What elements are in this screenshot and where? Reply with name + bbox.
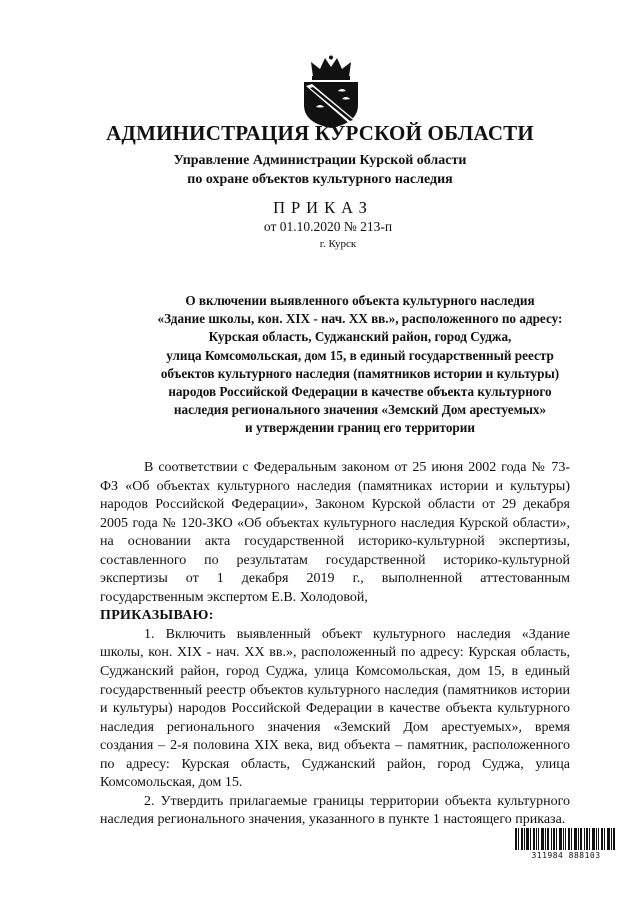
date-number: от 01.10.2020 № 213-п bbox=[263, 219, 393, 234]
subject-line: и утверждении границ его территории bbox=[245, 420, 475, 436]
barcode-number: 311984 888103 bbox=[531, 851, 601, 860]
document-body bbox=[100, 459, 570, 830]
subject-line: наследия регионального значения «Земский Дом арестуемых» bbox=[173, 402, 547, 418]
subject-heading bbox=[150, 292, 570, 438]
document-type: ПРИКАЗ bbox=[273, 198, 373, 217]
subject-line: «Здание школы, кон. XIX - нач. XX вв.», расположенного по адресу: bbox=[157, 311, 563, 327]
subject-line: народов Российской Федерации в качестве объекта культурного bbox=[168, 384, 552, 400]
order-word: ПРИКАЗЫВАЮ: bbox=[100, 608, 214, 624]
department-line-2: по охране объектов культурного наследия bbox=[187, 172, 453, 187]
city: г. Курск bbox=[319, 238, 357, 250]
order-item-2: 2. Утвердить прилагаемые границы территории объекта культурного наследия регионального значения, указанного в пункте 1 настоящего приказа. bbox=[100, 793, 570, 828]
subject-line: объектов культурного наследия (памятников истории и культуры) bbox=[160, 365, 560, 381]
subject-line: Курская область, Суджанский район, город Суджа, bbox=[208, 329, 512, 345]
order-item-1: 1. Включить выявленный объект культурного наследия «Здание школы, кон. XIX - нач. XX вв.», расположенный по адресу: Курская область, Суджанский район, город Суджа, улица Комсомольская, дом 15, в единый государственный реестр объектов культурного наследия (памятников истории и культуры) народов Российской Федерации в качестве объекта культурного наследия регионального значения «Земский Дом арестуемых», время создания – 2-я половина XIX века, вид объекта – памятник, расположенного по адресу: Курская область, Суджанский район, город Суджа, улица Комсомольская, дом 15. bbox=[100, 626, 570, 791]
subject-line: О включении выявленного объекта культурного наследия bbox=[185, 293, 535, 308]
coat-of-arms-icon bbox=[298, 55, 364, 129]
department-line-1: Управление Администрации Курской области bbox=[173, 153, 467, 168]
subject-line: улица Комсомольская, дом 15, в единый государственный реестр bbox=[166, 347, 554, 363]
preamble-paragraph: В соответствии с Федеральным законом от 25 июня 2002 года № 73-ФЗ «Об объектах культурного наследия (памятниках истории и культуры) народов Российской Федерации», Законом Курской области от 29 декабря 2005 года № 120-ЗКО «Об объектах культурного наследия Курской области», на основании акта государственной историко-культурной экспертизы, составленного по результатам государственной историко-культурной экспертизы от 1 декабря 2019 г., выполненной аттестованным государственным экспертом Е.В. Холодовой, bbox=[100, 460, 570, 605]
page-title: АДМИНИСТРАЦИЯ КУРСКОЙ ОБЛАСТИ bbox=[106, 121, 534, 145]
